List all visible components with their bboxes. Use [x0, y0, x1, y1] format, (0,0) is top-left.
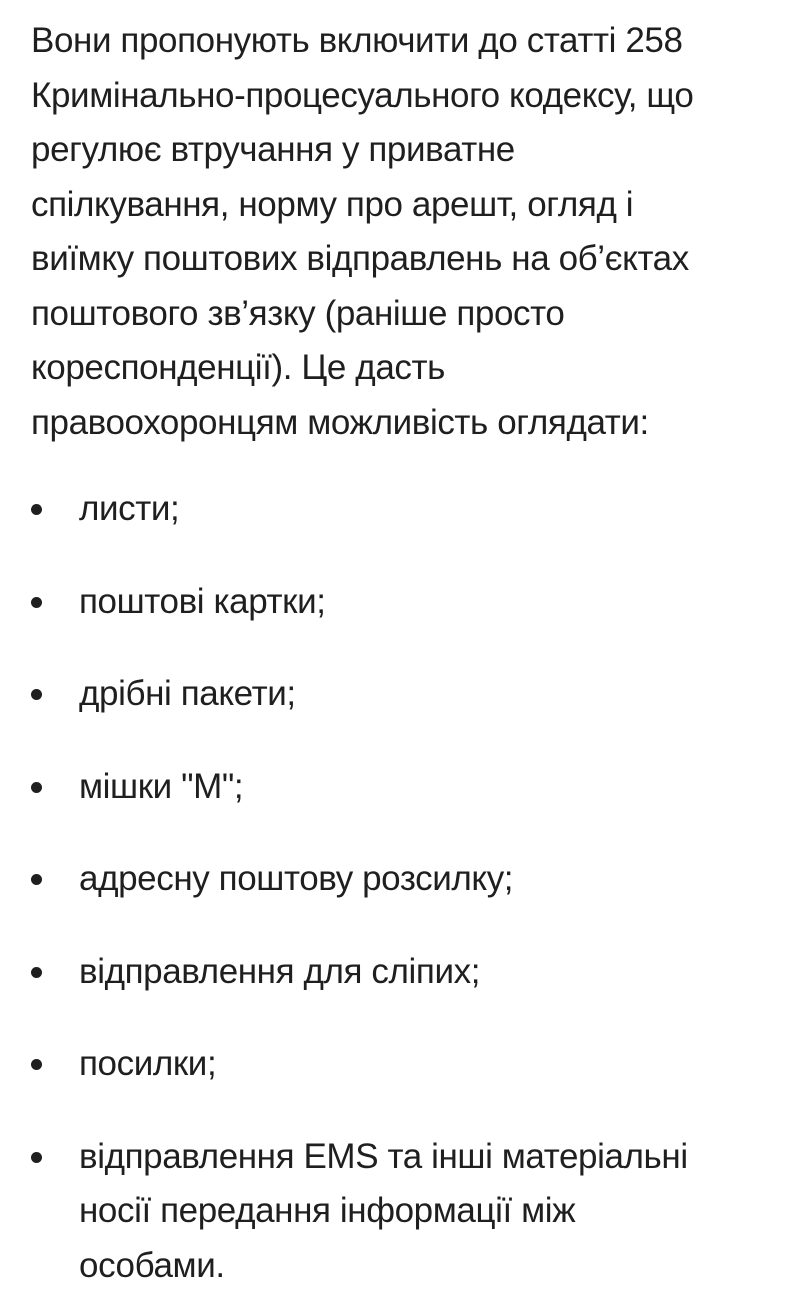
list-item-text	[79, 482, 771, 537]
bullet-icon	[31, 504, 42, 515]
intro-paragraph	[31, 14, 771, 450]
list-item	[31, 945, 771, 1000]
list-item-text	[79, 575, 771, 630]
list-item-line: носії передання інформації між	[79, 1184, 771, 1239]
list-item-line: особами.	[79, 1239, 771, 1293]
intro-line: спілкування, норму про арешт, огляд і	[31, 178, 771, 233]
list-item-text	[79, 760, 771, 815]
intro-line: правоохоронцям можливість оглядати:	[31, 396, 771, 451]
list-item-text	[79, 1130, 771, 1293]
intro-line: Кримінально-процесуального кодексу, що	[31, 69, 771, 124]
list-item-line: відправлення для сліпих;	[79, 945, 771, 1000]
list-item-line: листи;	[79, 482, 771, 537]
bullet-icon	[31, 597, 42, 608]
list-item	[31, 760, 771, 815]
items-list	[31, 482, 771, 1293]
list-item-text	[79, 1037, 771, 1092]
list-item	[31, 1037, 771, 1092]
list-item	[31, 852, 771, 907]
bullet-icon	[31, 967, 42, 978]
list-item	[31, 575, 771, 630]
list-item	[31, 1130, 771, 1293]
bullet-icon	[31, 1152, 42, 1163]
intro-line: регулює втручання у приватне	[31, 123, 771, 178]
bullet-icon	[31, 689, 42, 700]
list-item-line: мішки "М";	[79, 760, 771, 815]
list-item-text	[79, 945, 771, 1000]
list-item-line: поштові картки;	[79, 575, 771, 630]
list-item	[31, 667, 771, 722]
list-item-text	[79, 852, 771, 907]
list-item-line: посилки;	[79, 1037, 771, 1092]
list-item-line: дрібні пакети;	[79, 667, 771, 722]
intro-line: кореспонденції). Це дасть	[31, 341, 771, 396]
bullet-icon	[31, 782, 42, 793]
list-item-line: відправлення EMS та інші матеріальні	[79, 1130, 771, 1185]
bullet-icon	[31, 874, 42, 885]
list-item-line: адресну поштову розсилку;	[79, 852, 771, 907]
list-item-text	[79, 667, 771, 722]
bullet-icon	[31, 1059, 42, 1070]
list-item	[31, 482, 771, 537]
intro-line: поштового зв’язку (раніше просто	[31, 287, 771, 342]
intro-line: Вони пропонують включити до статті 258	[31, 14, 771, 69]
intro-line: виїмку поштових відправлень на об’єктах	[31, 232, 771, 287]
